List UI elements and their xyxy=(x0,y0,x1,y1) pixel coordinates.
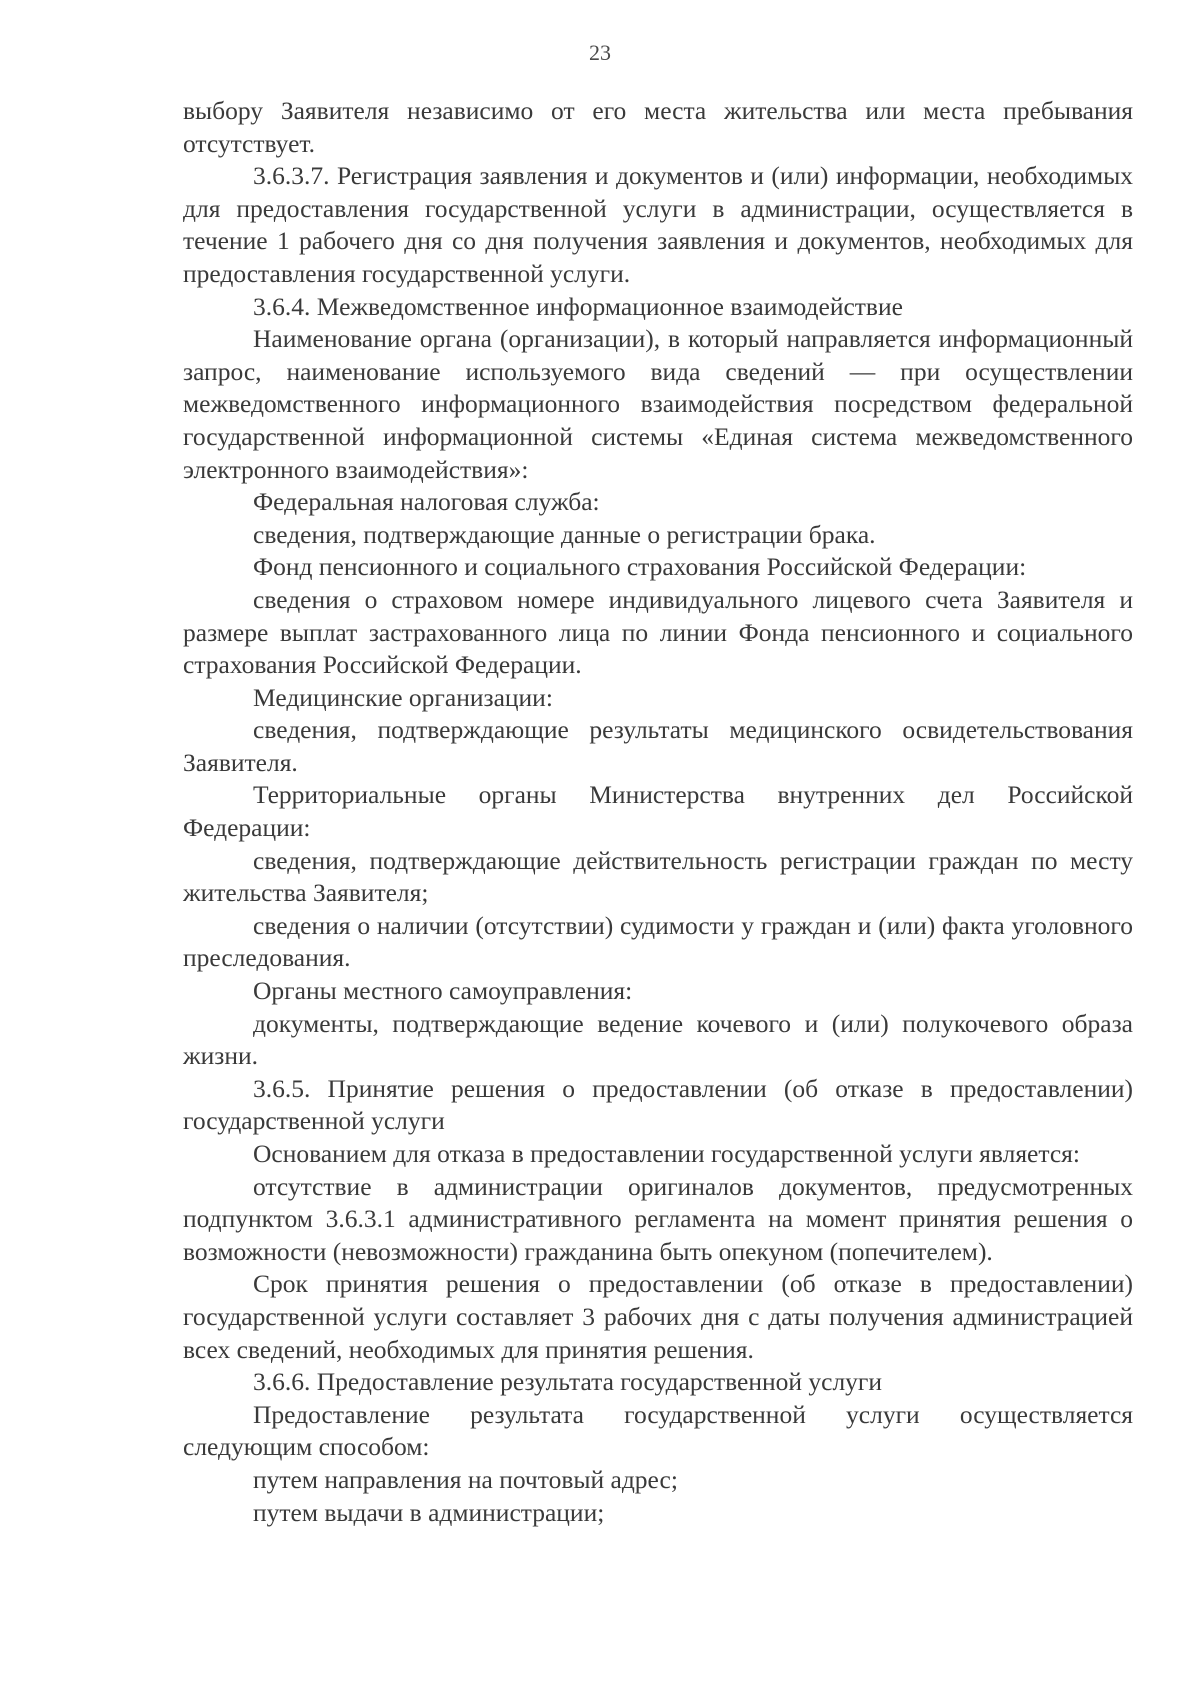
section-heading: 3.6.4. Межведомственное информационное взаимодействие xyxy=(253,291,903,321)
list-item: сведения, подтверждающие данные о регистрации брака. xyxy=(253,519,876,549)
list-item: сведения, подтверждающие действительность регистрации граждан по месту жительства Заявителя; xyxy=(183,845,1133,908)
document-body xyxy=(183,95,1133,1529)
paragraph: Наименование органа (организации), в который направляется информационный запрос, наименование используемого вида сведений — при осуществлении межведомственного информационного взаимодействия посредством федеральной государственной информационной системы «Единая система межведомственного электронного взаимодействия»: xyxy=(183,324,1133,484)
list-item: путем направления на почтовый адрес; xyxy=(253,1464,678,1494)
paragraph: Основанием для отказа в предоставлении государственной услуги является: xyxy=(253,1139,1080,1168)
list-item: сведения о наличии (отсутствии) судимости у граждан и (или) факта уголовного преследования. xyxy=(183,910,1133,973)
agency-label: Федеральная налоговая служба: xyxy=(253,487,600,517)
page-number: 23 xyxy=(589,40,611,65)
section-heading: 3.6.6. Предоставление результата государственной услуги xyxy=(253,1367,883,1397)
paragraph: выбору Заявителя независимо от его места жительства или места пребывания отсутствует. xyxy=(183,96,1133,158)
list-item: сведения о страховом номере индивидуального лицевого счета Заявителя и размере выплат застрахованного лица по линии Фонда пенсионного и социального страхования Российской Федерации. xyxy=(183,584,1133,680)
list-item: документы, подтверждающие ведение кочевого и (или) полукочевого образа жизни. xyxy=(183,1008,1133,1071)
agency-label: Медицинские организации: xyxy=(253,682,553,712)
list-item: путем выдачи в администрации; xyxy=(253,1497,605,1527)
paragraph: 3.6.3.7. Регистрация заявления и документов и (или) информации, необходимых для предоставления государственной услуги в администрации, осуществляется в течение 1 рабочего дня со дня получения заявления и документов, необходимых для предоставления государственной услуги. xyxy=(183,161,1133,288)
agency-label: Органы местного самоуправления: xyxy=(253,976,633,1006)
paragraph: Предоставление результата государственной услуги осуществляется следующим способом: xyxy=(183,1399,1133,1462)
section-heading: 3.6.5. Принятие решения о предоставлении (об отказе в предоставлении) государственной услуги xyxy=(183,1073,1133,1136)
paragraph: Срок принятия решения о предоставлении (об отказе в предоставлении) государственной услуги составляет 3 рабочих дня с даты получения администрацией всех сведений, необходимых для принятия решения. xyxy=(183,1269,1133,1364)
agency-label: Территориальные органы Министерства внутренних дел Российской Федерации: xyxy=(183,780,1133,843)
agency-label: Фонд пенсионного и социального страхования Российской Федерации: xyxy=(253,552,1027,582)
list-item: сведения, подтверждающие результаты медицинского освидетельствования Заявителя. xyxy=(183,715,1133,777)
list-item: отсутствие в администрации оригиналов документов, предусмотренных подпунктом 3.6.3.1 административного регламента на момент принятия решения о возможности (невозможности) гражданина быть опекуном (попечителем). xyxy=(183,1171,1133,1266)
